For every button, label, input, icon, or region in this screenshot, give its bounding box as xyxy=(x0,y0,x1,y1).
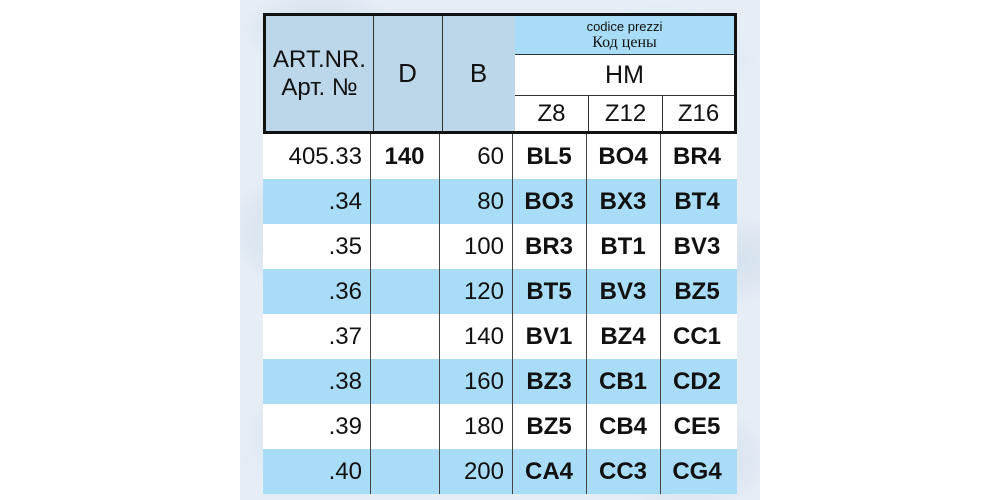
cell-b: 180 xyxy=(463,412,504,440)
column-divider xyxy=(660,179,661,224)
table-row xyxy=(263,269,737,314)
column-divider xyxy=(439,224,440,269)
cell-z12: BZ4 xyxy=(600,322,646,350)
column-divider xyxy=(439,404,440,449)
cell-z16: CG4 xyxy=(672,457,722,485)
column-divider xyxy=(660,359,661,404)
table-row xyxy=(263,359,737,404)
table-row xyxy=(263,179,737,224)
header-z12: Z12 xyxy=(589,96,663,131)
column-divider xyxy=(660,404,661,449)
cell-d xyxy=(370,449,439,494)
column-divider xyxy=(370,314,371,359)
cell-z16: BT4 xyxy=(674,187,720,215)
cell-art-nr: .36 xyxy=(328,277,362,305)
column-divider xyxy=(660,314,661,359)
cell-d xyxy=(370,404,439,449)
column-divider xyxy=(660,449,661,494)
column-divider xyxy=(660,224,661,269)
column-divider xyxy=(512,224,513,269)
cell-z8: BO3 xyxy=(524,187,574,215)
column-divider xyxy=(586,224,587,269)
cell-z12: CB1 xyxy=(598,367,647,395)
column-divider xyxy=(586,134,587,179)
cell-z16: BZ5 xyxy=(674,277,720,305)
cell-b: 80 xyxy=(477,187,504,215)
cell-b: 100 xyxy=(463,232,504,260)
header-d: D xyxy=(373,16,443,131)
cell-z12: CC3 xyxy=(598,457,647,485)
column-divider xyxy=(370,134,371,179)
column-divider xyxy=(586,359,587,404)
column-divider xyxy=(439,134,440,179)
column-divider xyxy=(512,179,513,224)
column-divider xyxy=(512,269,513,314)
column-divider xyxy=(512,359,513,404)
column-divider xyxy=(660,269,661,314)
cell-art-nr: .40 xyxy=(328,457,362,485)
column-divider xyxy=(586,404,587,449)
table-row xyxy=(263,314,737,359)
table-row xyxy=(263,224,737,269)
header-price-code-italian: codice prezzi xyxy=(586,18,663,34)
column-divider xyxy=(439,269,440,314)
cell-z16: BV3 xyxy=(673,232,721,260)
column-divider xyxy=(512,314,513,359)
cell-z12: BX3 xyxy=(599,187,647,215)
table-header xyxy=(263,13,737,134)
cell-z12: BO4 xyxy=(598,142,648,170)
column-divider xyxy=(370,404,371,449)
table-row xyxy=(263,449,737,494)
header-art-label-cyrillic: Арт. № xyxy=(281,73,358,101)
cell-d xyxy=(370,269,439,314)
header-b: B xyxy=(442,16,516,131)
cell-z8: BV1 xyxy=(525,322,573,350)
cell-d: 140 xyxy=(384,142,425,170)
cell-z8: BZ5 xyxy=(526,412,572,440)
price-table xyxy=(263,13,737,494)
column-divider xyxy=(370,269,371,314)
header-z8: Z8 xyxy=(515,96,589,131)
cell-z16: CD2 xyxy=(672,367,721,395)
cell-d xyxy=(370,179,439,224)
column-divider xyxy=(586,269,587,314)
cell-b: 160 xyxy=(463,367,504,395)
table-row xyxy=(263,134,737,179)
cell-z12: BT1 xyxy=(600,232,646,260)
cell-art-nr: .39 xyxy=(328,412,362,440)
column-divider xyxy=(586,179,587,224)
header-hm: HM xyxy=(515,55,734,96)
cell-art-nr: .34 xyxy=(328,187,362,215)
column-divider xyxy=(439,359,440,404)
cell-z8: BL5 xyxy=(526,142,572,170)
cell-z16: BR4 xyxy=(672,142,721,170)
column-divider xyxy=(370,224,371,269)
cell-d xyxy=(370,314,439,359)
column-divider xyxy=(586,449,587,494)
cell-b: 120 xyxy=(463,277,504,305)
header-price-code xyxy=(515,16,734,55)
cell-d xyxy=(370,359,439,404)
cell-z8: BT5 xyxy=(526,277,572,305)
header-art-label-latin: ART.NR. xyxy=(273,45,366,73)
cell-z16: CC1 xyxy=(672,322,721,350)
header-z16: Z16 xyxy=(663,96,734,131)
column-divider xyxy=(370,179,371,224)
column-divider xyxy=(512,404,513,449)
cell-z8: CA4 xyxy=(524,457,573,485)
cell-b: 60 xyxy=(477,142,504,170)
column-divider xyxy=(439,314,440,359)
cell-art-nr: .35 xyxy=(328,232,362,260)
table-body xyxy=(263,134,737,494)
header-price-code-russian: Код цены xyxy=(592,33,657,51)
cell-d xyxy=(370,224,439,269)
cell-b: 140 xyxy=(463,322,504,350)
header-art-nr xyxy=(266,16,374,131)
cell-art-nr: 405.33 xyxy=(288,142,362,170)
cell-art-nr: .38 xyxy=(328,367,362,395)
column-divider xyxy=(586,314,587,359)
cell-art-nr: .37 xyxy=(328,322,362,350)
cell-b: 200 xyxy=(463,457,504,485)
column-divider xyxy=(370,449,371,494)
cell-z8: BR3 xyxy=(524,232,573,260)
table-row xyxy=(263,404,737,449)
cell-z12: BV3 xyxy=(599,277,647,305)
cell-z12: CB4 xyxy=(598,412,647,440)
column-divider xyxy=(660,134,661,179)
column-divider xyxy=(439,449,440,494)
column-divider xyxy=(370,359,371,404)
cell-z8: BZ3 xyxy=(526,367,572,395)
column-divider xyxy=(512,449,513,494)
column-divider xyxy=(439,179,440,224)
column-divider xyxy=(512,134,513,179)
cell-z16: CE5 xyxy=(673,412,721,440)
